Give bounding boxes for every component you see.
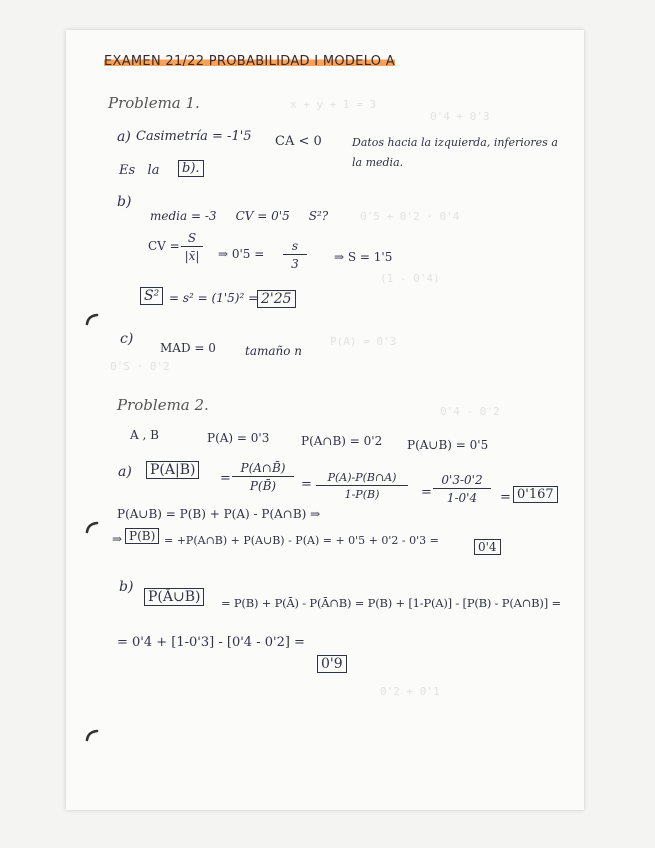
p1-b-cv-denominator: |x̄|	[184, 249, 200, 263]
bleed-through-text: x + y + 1 = 3	[290, 98, 377, 111]
p1-a-answer-box: b).	[178, 160, 204, 177]
p2-a-f3-denominator: 1-0'4	[446, 491, 478, 505]
p2-given-paub: P(A∪B) = 0'5	[407, 438, 489, 452]
p1-b-cv-fraction	[181, 232, 203, 262]
p2-a-fraction2	[316, 472, 408, 500]
p2-line2-arrow: ⇒	[112, 532, 123, 546]
p2-a-eq3: =	[421, 485, 432, 500]
p1-c-mad: MAD = 0	[160, 341, 216, 355]
p1-b-s2-equation: = s² = (1'5)² =	[169, 291, 259, 305]
p2-given-ab: A , B	[130, 428, 159, 442]
problem-2-title: Problema 2.	[117, 396, 209, 414]
p2-b-label: b)	[119, 579, 134, 595]
p1-b-given: media = -3 CV = 0'5 S²?	[150, 209, 329, 223]
p1-b-arrow2: ⇒ S = 1'5	[334, 250, 393, 264]
p2-a-fraction3	[433, 474, 491, 504]
p2-b-substitution: = 0'4 + [1-0'3] - [0'4 - 0'2] =	[117, 635, 305, 650]
punch-hole-icon	[84, 728, 100, 744]
problem-1-title: Problema 1.	[108, 94, 200, 112]
p2-a-f1-numerator: P(A∩B̄)	[232, 462, 294, 477]
p1-b-cv-lhs: CV =	[148, 239, 180, 253]
bleed-through-text: 0'5 + 0'2 · 0'4	[360, 210, 460, 223]
p2-a-box: P(A|B̄)	[146, 461, 199, 479]
p2-a-eq2: =	[301, 477, 312, 492]
p1-a-ca: CA < 0	[275, 134, 322, 149]
p2-a-f3-numerator: 0'3-0'2	[433, 474, 491, 489]
p1-a-note-line2: la media.	[352, 156, 404, 169]
exam-header: EXAMEN 21/22 PROBABILIDAD I MODELO A	[104, 54, 395, 69]
p1-c-label: c)	[120, 331, 134, 347]
p1-b-denominator2: 3	[291, 257, 299, 271]
p1-b-cv-numerator: S	[181, 232, 203, 247]
p2-pb-derivation: = +P(A∩B) + P(A∪B) - P(A) = + 0'5 + 0'2 - 0'3 =	[164, 534, 439, 547]
p1-c-tamano: tamaño n	[245, 344, 303, 358]
p2-given-panb: P(A∩B) = 0'2	[301, 434, 383, 448]
bleed-through-text: 0'4 + 0'3	[430, 110, 490, 123]
p2-given-pa: P(A) = 0'3	[207, 431, 270, 445]
p1-b-numerator2: s	[283, 240, 307, 255]
bleed-through-text: 0'4 - 0'2	[440, 405, 500, 418]
p2-union-formula: P(A∪B) = P(B) + P(A) - P(A∩B) ⇒	[117, 507, 321, 521]
p1-b-arrow1: ⇒ 0'5 =	[218, 247, 265, 261]
bleed-through-text: P(A) = 0'3	[330, 335, 397, 348]
p2-a-result: 0'167	[513, 486, 558, 503]
p2-a-f2-numerator: P(A)-P(B∩A)	[316, 472, 408, 486]
p1-a-note-line1: Datos hacia la izquierda, inferiores a	[352, 136, 558, 149]
p2-pb-result: 0'4	[474, 539, 501, 555]
p1-b-s2-result: 2'25	[257, 290, 296, 308]
punch-hole-icon	[84, 520, 100, 536]
p1-b-label: b)	[117, 194, 132, 210]
p2-a-f2-denominator: 1-P(B)	[344, 488, 380, 501]
p2-pb-box: P(B)	[125, 528, 159, 544]
bleed-through-text: (1 - 0'4)	[380, 272, 440, 285]
p2-b-derivation: = P(B) + P(Ā) - P(Ā∩B) = P(B) + [1-P(A)] - [P(B) - P(A∩B)] =	[221, 596, 561, 610]
p2-a-eq1: =	[220, 471, 231, 486]
bleed-through-text: 0'2 + 0'1	[380, 685, 440, 698]
p2-b-result: 0'9	[317, 655, 347, 673]
punch-hole-icon	[84, 312, 100, 328]
p2-a-label: a)	[118, 464, 132, 480]
p2-a-eq4: =	[500, 490, 511, 505]
p2-b-box: P(Ā∪B)	[144, 588, 204, 606]
p2-a-fraction1	[232, 462, 294, 492]
p1-b-s2-box: S²	[140, 287, 163, 305]
p1-b-fraction2	[283, 240, 307, 270]
p1-a-skewness: Casimetría = -1'5	[136, 129, 252, 144]
p1-a-es-la: Es la	[119, 163, 160, 178]
p1-a-label: a)	[117, 129, 131, 145]
p2-a-f1-denominator: P(B̄)	[249, 479, 277, 493]
bleed-through-text: 0'5 · 0'2	[110, 360, 170, 373]
